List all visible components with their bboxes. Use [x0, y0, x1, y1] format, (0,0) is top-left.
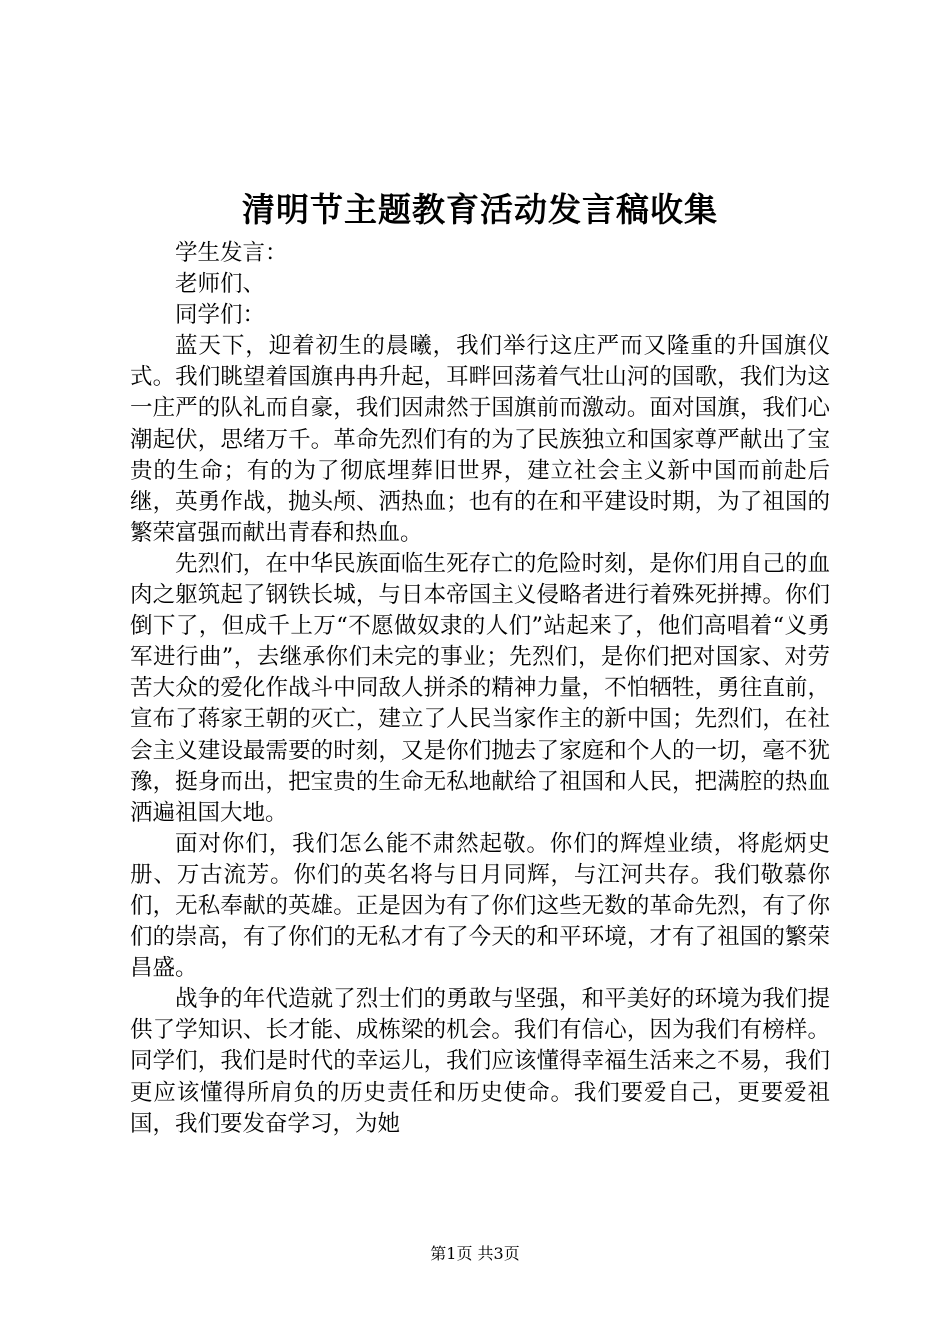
paragraph-body: 战争的年代造就了烈士们的勇敢与坚强，和平美好的环境为我们提供了学知识、长才能、成栋梁的机会。我们有信心，因为我们有榜样。同学们，我们是时代的幸运儿，我们应该懂得幸福生活来之不易，我们更应该懂得所肩负的历史责任和历史使命。我们要爱自己，更要爱祖国，我们要发奋学习，为她	[130, 986, 830, 1137]
page-number-footer: 第1页 共3页	[430, 1244, 520, 1263]
paragraph-body: 先烈们，在中华民族面临生死存亡的危险时刻，是你们用自己的血肉之躯筑起了钢铁长城，与日本帝国主义侵略者进行着殊死拼搏。你们倒下了，但成千上万“不愿做奴隶的人们”站起来了，他们高唱着“义勇军进行曲”，去继承你们未完的事业；先烈们，是你们把对国家、对劳苦大众的爱化作战斗中同敌人拼杀的精神力量，不怕牺牲，勇往直前，宣布了蒋家王朝的灭亡，建立了人民当家作主的新中国；先烈们，在社会主义建设最需要的时刻，又是你们抛去了家庭和个人的一切，毫不犹豫，挺身而出，把宝贵的生命无私地献给了祖国和人民，把满腔的热血洒遍祖国大地。	[130, 550, 830, 826]
document-body	[130, 238, 830, 1140]
paragraph-body: 面对你们，我们怎么能不肃然起敬。你们的辉煌业绩，将彪炳史册、万古流芳。你们的英名将与日月同辉，与江河共存。我们敬慕你们，无私奉献的英雄。正是因为有了你们这些无数的革命先烈，有了你们的崇高，有了你们的无私才有了今天的和平环境，才有了祖国的繁荣昌盛。	[130, 830, 830, 982]
paragraph-speaker-label: 学生发言：	[175, 240, 288, 266]
paragraph-greeting-students: 同学们：	[175, 302, 266, 329]
document-title: 清明节主题教育活动发言稿收集	[242, 190, 718, 229]
paragraph-greeting-teachers: 老师们、	[175, 271, 266, 298]
paragraph-body: 蓝天下，迎着初生的晨曦，我们举行这庄严而又隆重的升国旗仪式。我们眺望着国旗冉冉升起，耳畔回荡着气壮山河的国歌，我们为这一庄严的队礼而自豪，我们因肃然于国旗前而激动。面对国旗，我们心潮起伏，思绪万千。革命先烈们有的为了民族独立和国家尊严献出了宝贵的生命；有的为了彻底埋葬旧世界，建立社会主义新中国而前赴后继，英勇作战，抛头颅、洒热血；也有的在和平建设时期，为了祖国的繁荣富强而献出青春和热血。	[130, 333, 830, 546]
